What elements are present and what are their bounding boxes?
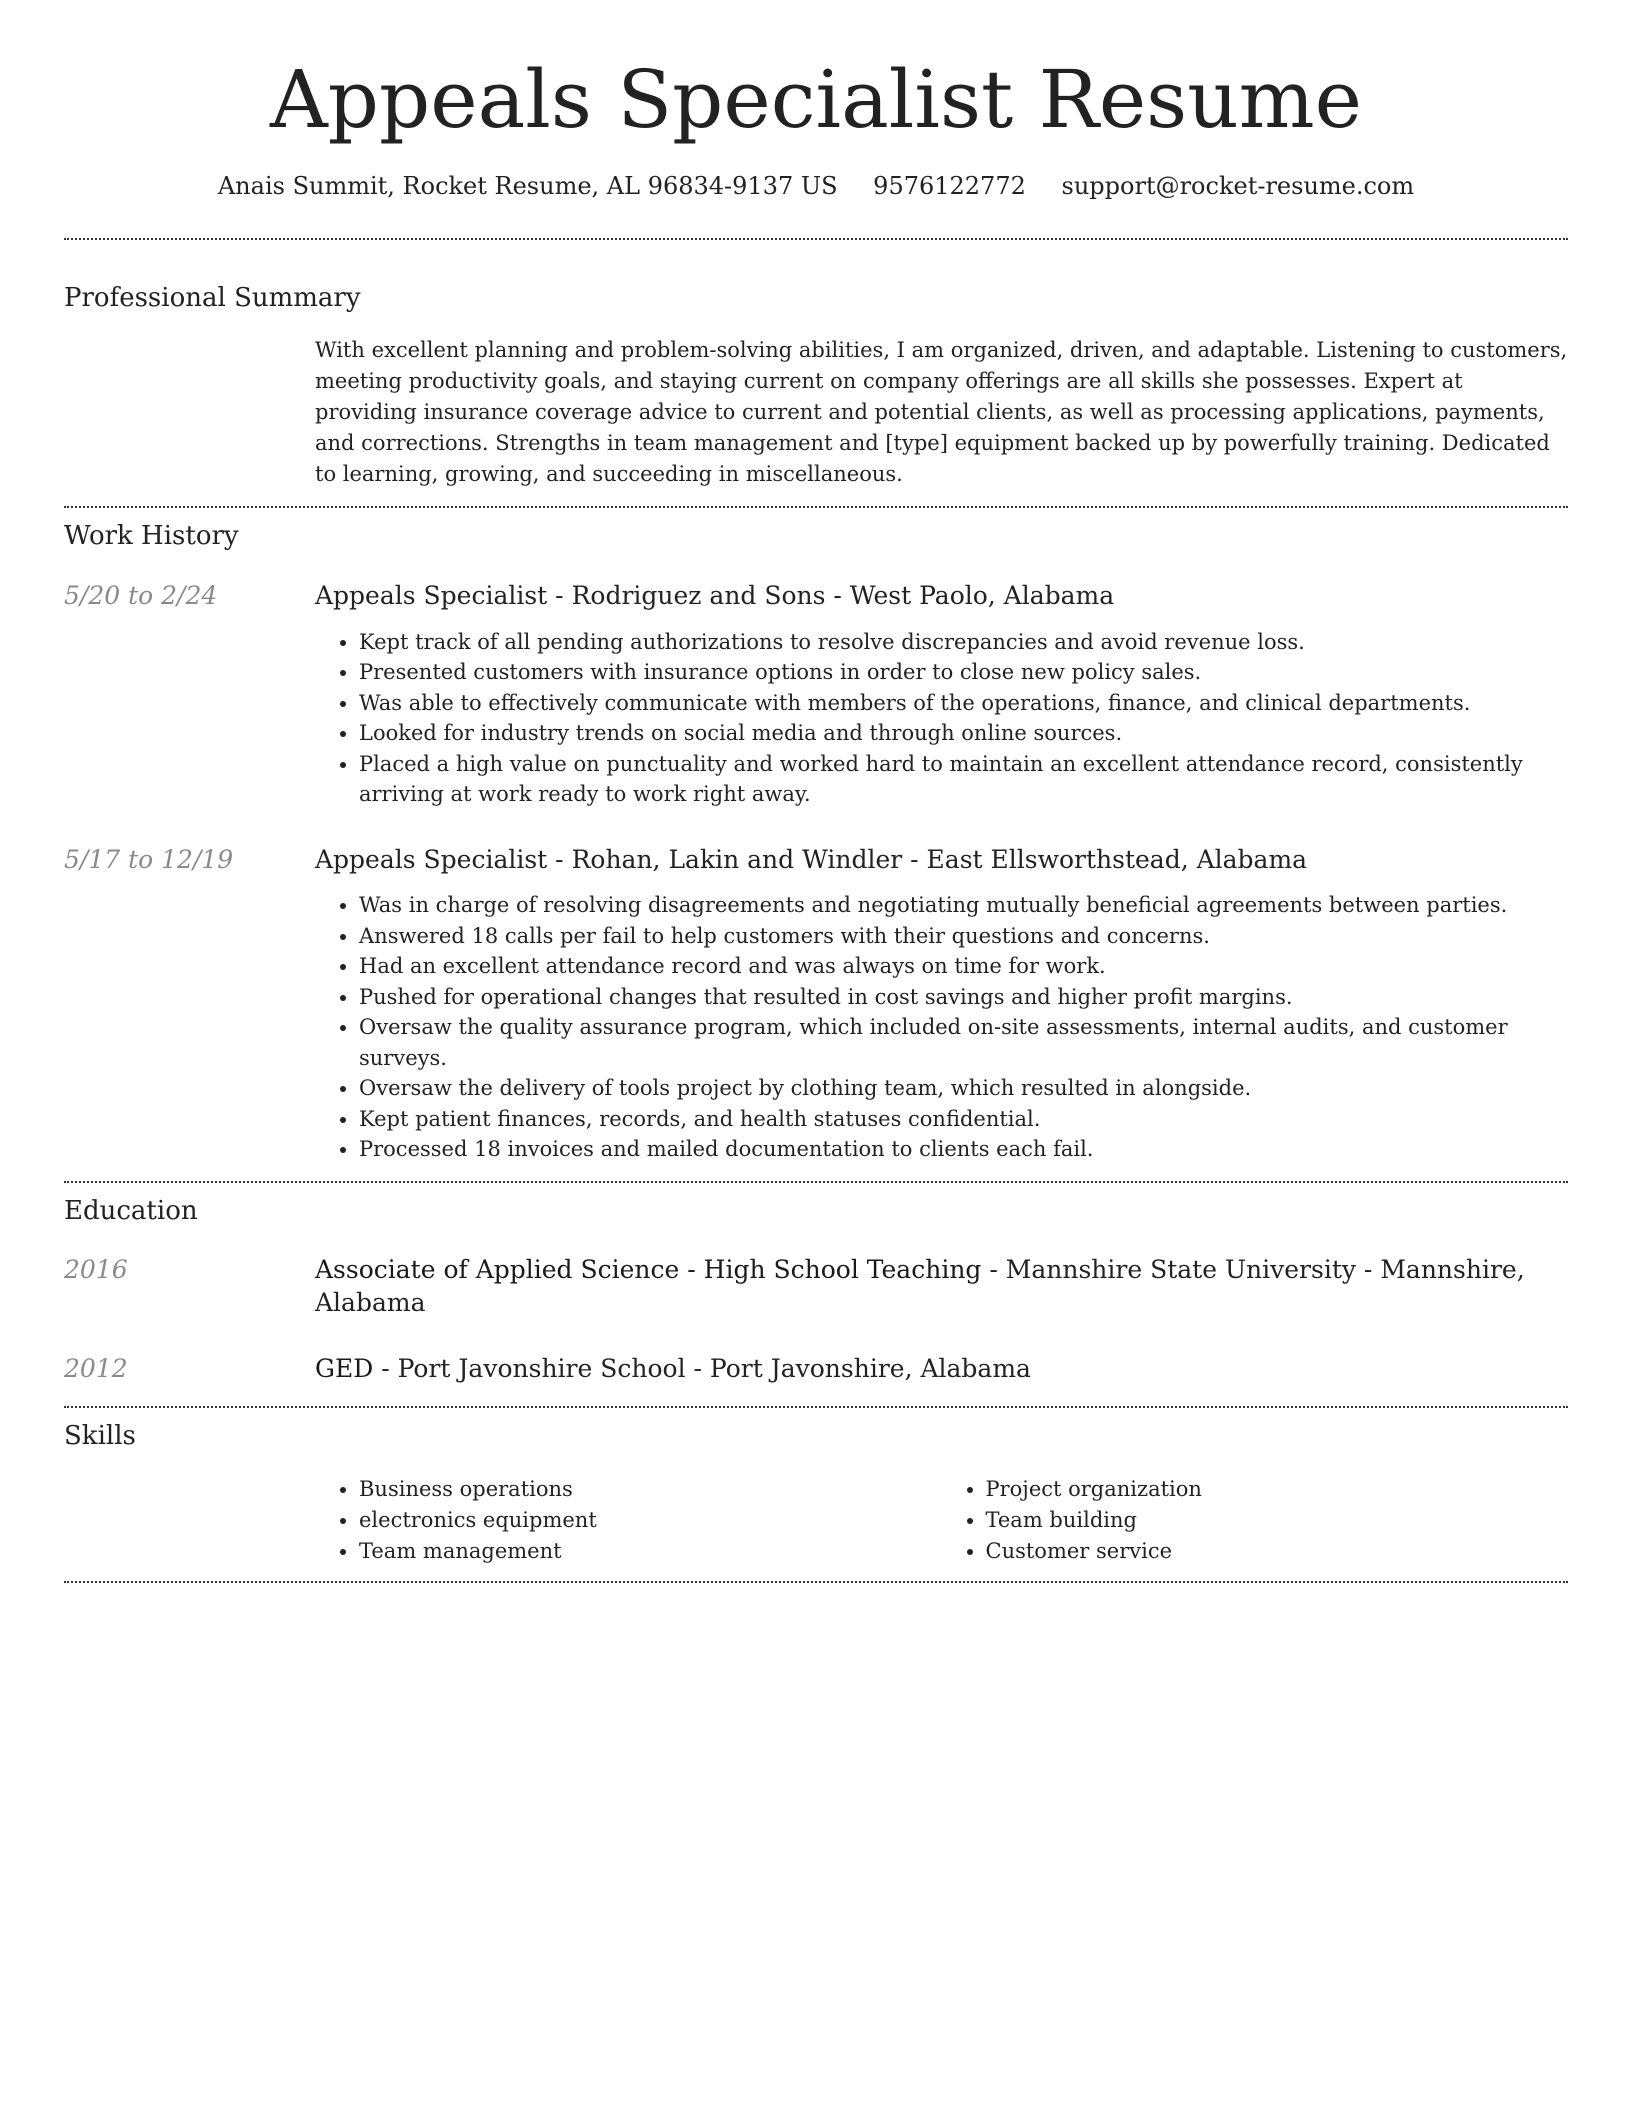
section-divider bbox=[64, 1181, 1568, 1183]
skill-item: • Customer service bbox=[986, 1536, 1569, 1567]
job-duty: • Kept patient finances, records, and health statuses confidential. bbox=[359, 1104, 1568, 1135]
resume-header bbox=[64, 0, 1568, 204]
education-entry bbox=[64, 1353, 1568, 1386]
job-duty: • Oversaw the quality assurance program, which included on-site assessments, internal audits, and customer surveys. bbox=[359, 1012, 1568, 1073]
section-divider bbox=[64, 1406, 1568, 1408]
education-heading: Education bbox=[64, 1195, 198, 1226]
section-divider bbox=[64, 1581, 1568, 1583]
job-duty: • Was in charge of resolving disagreements and negotiating mutually beneficial agreements between parties. bbox=[359, 890, 1568, 921]
contact-address: Anais Summit, Rocket Resume, AL 96834-9137 US bbox=[217, 172, 838, 200]
skills-column-left bbox=[315, 1474, 942, 1567]
education-title bbox=[315, 1254, 1568, 1319]
job-duty: • Kept track of all pending authorizations to resolve discrepancies and avoid revenue loss. bbox=[359, 627, 1568, 658]
education-degree: GED bbox=[315, 1354, 374, 1384]
job-duty: • Presented customers with insurance options in order to close new policy sales. bbox=[359, 657, 1568, 688]
education-entry bbox=[64, 1254, 1568, 1319]
education-body bbox=[315, 1353, 1568, 1386]
education-degree: Associate of Applied Science - High School Teaching bbox=[315, 1255, 982, 1285]
job-duty: • Oversaw the delivery of tools project by clothing team, which resulted in alongside. bbox=[359, 1073, 1568, 1104]
skill-item: • Team building bbox=[986, 1505, 1569, 1536]
contact-phone: 9576122772 bbox=[873, 172, 1026, 200]
job-duty: • Looked for industry trends on social media and through online sources. bbox=[359, 718, 1568, 749]
education-school: - Port Javonshire School - Port Javonshire, Alabama bbox=[373, 1354, 1031, 1384]
job-duty: • Pushed for operational changes that resulted in cost savings and higher profit margins. bbox=[359, 982, 1568, 1013]
job-date: 5/17 to 12/19 bbox=[64, 844, 234, 874]
page-title: Appeals Specialist Resume bbox=[270, 53, 1362, 146]
education-school: - Mannshire State University - Mannshire, Alabama bbox=[315, 1255, 1525, 1317]
job-duties-list bbox=[315, 890, 1568, 1165]
contact-line bbox=[64, 170, 1568, 204]
job-title: Appeals Specialist - Rohan, Lakin and Windler - East Ellsworthstead, Alabama bbox=[315, 844, 1308, 874]
skill-item: • Team management bbox=[359, 1536, 942, 1567]
education-year: 2016 bbox=[64, 1255, 128, 1285]
job-duty: • Was able to effectively communicate with members of the operations, finance, and clinical departments. bbox=[359, 688, 1568, 719]
section-divider bbox=[64, 238, 1568, 240]
skill-item: • Project organization bbox=[986, 1474, 1569, 1505]
job-entry bbox=[64, 844, 1568, 1165]
skills-grid bbox=[315, 1474, 1568, 1567]
summary-heading: Professional Summary bbox=[64, 282, 361, 313]
job-body bbox=[315, 844, 1568, 1165]
job-duty: • Processed 18 invoices and mailed documentation to clients each fail. bbox=[359, 1134, 1568, 1165]
skills-heading: Skills bbox=[64, 1420, 136, 1451]
section-divider bbox=[64, 506, 1568, 508]
education-title bbox=[315, 1353, 1568, 1386]
skill-item: • Business operations bbox=[359, 1474, 942, 1505]
work-history-heading: Work History bbox=[64, 521, 239, 552]
contact-email: support@rocket-resume.com bbox=[1061, 172, 1415, 200]
job-duty: • Had an excellent attendance record and was always on time for work. bbox=[359, 951, 1568, 982]
education-body bbox=[315, 1254, 1568, 1319]
job-body bbox=[315, 580, 1568, 810]
job-duty: • Placed a high value on punctuality and worked hard to maintain an excellent attendance record, consistently arriving at work ready to work right away. bbox=[359, 749, 1568, 810]
skill-item: • electronics equipment bbox=[359, 1505, 942, 1536]
job-duty: • Answered 18 calls per fail to help customers with their questions and concerns. bbox=[359, 921, 1568, 952]
job-date: 5/20 to 2/24 bbox=[64, 581, 218, 611]
job-title: Appeals Specialist - Rodriguez and Sons - West Paolo, Alabama bbox=[315, 581, 1115, 611]
job-entry bbox=[64, 580, 1568, 810]
skills-column-right bbox=[942, 1474, 1569, 1567]
job-duties-list bbox=[315, 627, 1568, 810]
education-year: 2012 bbox=[64, 1354, 128, 1384]
summary-text: With excellent planning and problem-solving abilities, I am organized, driven, and adaptable. Listening to customers, meeting productivity goals, and staying current on company offerings are all skills she possesses. Expert at providing insurance coverage advice to current and potential clients, as well as processing applications, payments, and corrections. Strengths in team management and [type] equipment backed up by powerfully training. Dedicated to learning, growing, and succeeding in miscellaneous. bbox=[315, 338, 1568, 487]
